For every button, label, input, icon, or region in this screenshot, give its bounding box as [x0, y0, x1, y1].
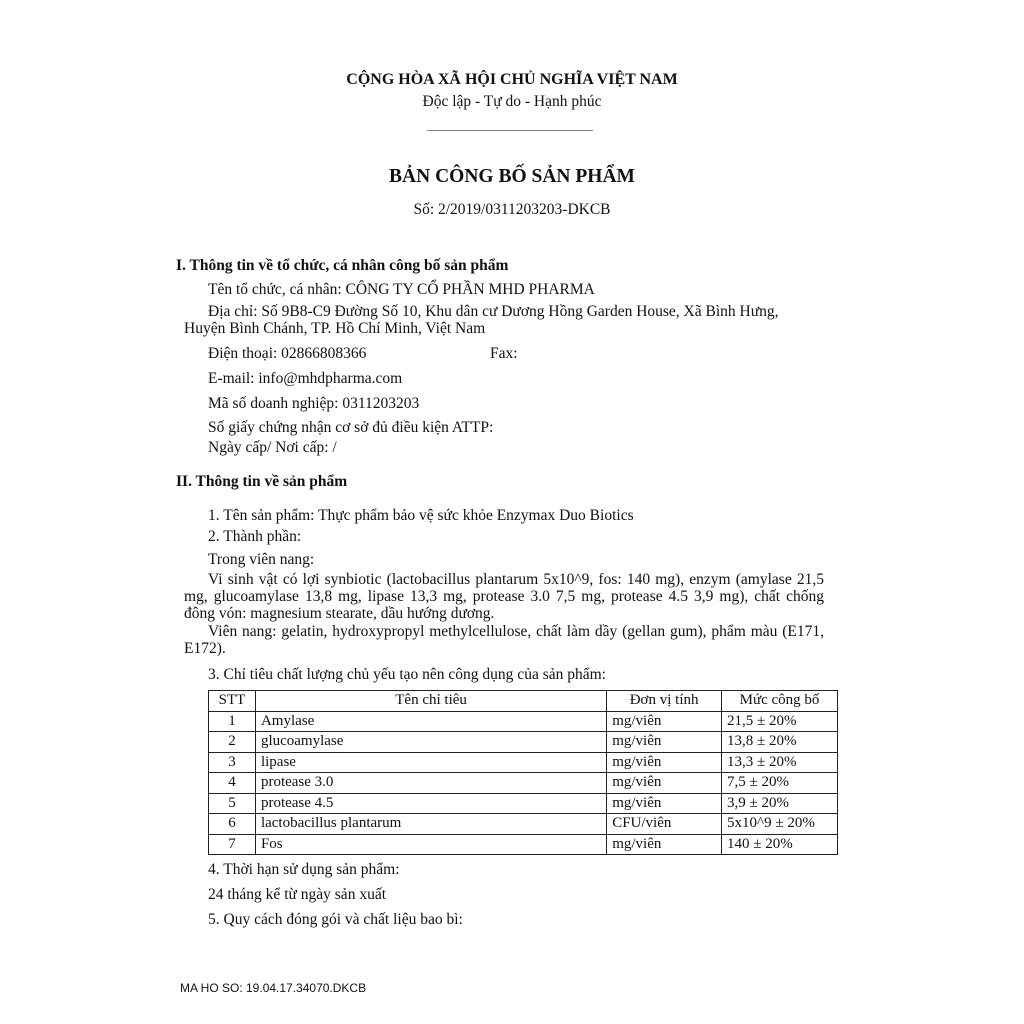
- packaging-label: 5. Quy cách đóng gói và chất liệu bao bì:: [208, 911, 463, 928]
- ingredients-label: 2. Thành phần:: [208, 528, 302, 545]
- cell-name: lipase: [255, 752, 606, 773]
- org-name: Tên tổ chức, cá nhân: CÔNG TY CỔ PHẦN MHD PHARMA: [208, 281, 595, 298]
- capsule-shell: Viên nang: gelatin, hydroxypropyl methylcellulose, chất làm dầy (gellan gum), phẩm màu (E171, E172).: [184, 623, 824, 657]
- header-name: Tên chỉ tiêu: [255, 691, 606, 712]
- motto: Độc lập - Tự do - Hạnh phúc: [422, 93, 602, 110]
- section2-heading: II. Thông tin về sản phẩm: [176, 473, 348, 490]
- cell-stt: 6: [209, 814, 256, 835]
- cell-stt: 2: [209, 732, 256, 753]
- header-unit: Đơn vị tính: [607, 691, 722, 712]
- quality-table: [208, 690, 838, 855]
- cell-value: 140 ± 20%: [722, 834, 838, 855]
- address-line2: Huyện Bình Chánh, TP. Hồ Chí Minh, Việt Nam: [184, 320, 486, 337]
- phone: Điện thoại: 02866808366: [208, 345, 367, 362]
- issue-date: Ngày cấp/ Nơi cấp: /: [208, 439, 337, 456]
- cell-unit: mg/viên: [607, 773, 722, 794]
- tax-code: Mã số doanh nghiệp: 0311203203: [208, 395, 420, 412]
- cell-unit: mg/viên: [607, 834, 722, 855]
- cell-name: protease 3.0: [255, 773, 606, 794]
- cell-name: protease 4.5: [255, 793, 606, 814]
- cell-stt: 7: [209, 834, 256, 855]
- cell-name: glucoamylase: [255, 732, 606, 753]
- cell-value: 13,3 ± 20%: [722, 752, 838, 773]
- cell-value: 5x10^9 ± 20%: [722, 814, 838, 835]
- cell-unit: mg/viên: [607, 793, 722, 814]
- certificate: Số giấy chứng nhận cơ sở đủ điều kiện ATTP:: [208, 419, 494, 436]
- table-row: [209, 711, 838, 732]
- fax: Fax:: [490, 345, 518, 362]
- cell-unit: mg/viên: [607, 711, 722, 732]
- divider: [427, 130, 593, 131]
- cell-name: Amylase: [255, 711, 606, 732]
- shelf-life-value: 24 tháng kể từ ngày sản xuất: [208, 886, 387, 903]
- quality-label: 3. Chỉ tiêu chất lượng chủ yếu tạo nên công dụng của sản phẩm:: [208, 666, 606, 683]
- document-number: Số: 2/2019/0311203203-DKCB: [413, 201, 611, 218]
- cell-name: lactobacillus plantarum: [255, 814, 606, 835]
- product-name: 1. Tên sản phẩm: Thực phẩm bảo vệ sức khỏe Enzymax Duo Biotics: [208, 507, 634, 524]
- cell-stt: 5: [209, 793, 256, 814]
- cell-value: 3,9 ± 20%: [722, 793, 838, 814]
- table-row: [209, 814, 838, 835]
- dossier-code: MA HO SO: 19.04.17.34070.DKCB: [180, 981, 367, 995]
- table-row: [209, 834, 838, 855]
- table-header-row: [209, 691, 838, 712]
- table-row: [209, 773, 838, 794]
- cell-value: 7,5 ± 20%: [722, 773, 838, 794]
- probiotic-ingredients: Vi sinh vật có lợi synbiotic (lactobacillus plantarum 5x10^9, fos: 140 mg), enzym (amylase 21,5 mg, glucoamylase 13,8 mg, lipase 13,3 mg, protease 3.0 7,5 mg, protease 4.5 3,9 mg), chất chống đông vón: magnesium stearate, dầu hướng dương.: [184, 571, 824, 622]
- capsule-contents-label: Trong viên nang:: [208, 551, 315, 568]
- shelf-life-label: 4. Thời hạn sử dụng sản phẩm:: [208, 861, 400, 878]
- header-value: Mức công bố: [722, 691, 838, 712]
- header-stt: STT: [209, 691, 256, 712]
- cell-stt: 3: [209, 752, 256, 773]
- email: E-mail: info@mhdpharma.com: [208, 370, 403, 387]
- cell-unit: mg/viên: [607, 752, 722, 773]
- section1-heading: I. Thông tin về tổ chức, cá nhân công bố sản phẩm: [176, 257, 509, 274]
- cell-unit: CFU/viên: [607, 814, 722, 835]
- table-row: [209, 793, 838, 814]
- cell-value: 13,8 ± 20%: [722, 732, 838, 753]
- cell-stt: 1: [209, 711, 256, 732]
- country-heading: CỘNG HÒA XÃ HỘI CHỦ NGHĨA VIỆT NAM: [346, 71, 678, 88]
- document-title: BẢN CÔNG BỐ SẢN PHẨM: [389, 166, 635, 187]
- table-row: [209, 752, 838, 773]
- table-row: [209, 732, 838, 753]
- cell-unit: mg/viên: [607, 732, 722, 753]
- cell-value: 21,5 ± 20%: [722, 711, 838, 732]
- address-line1: Địa chỉ: Số 9B8-C9 Đường Số 10, Khu dân cư Dương Hồng Garden House, Xã Bình Hưng,: [208, 303, 779, 320]
- cell-stt: 4: [209, 773, 256, 794]
- cell-name: Fos: [255, 834, 606, 855]
